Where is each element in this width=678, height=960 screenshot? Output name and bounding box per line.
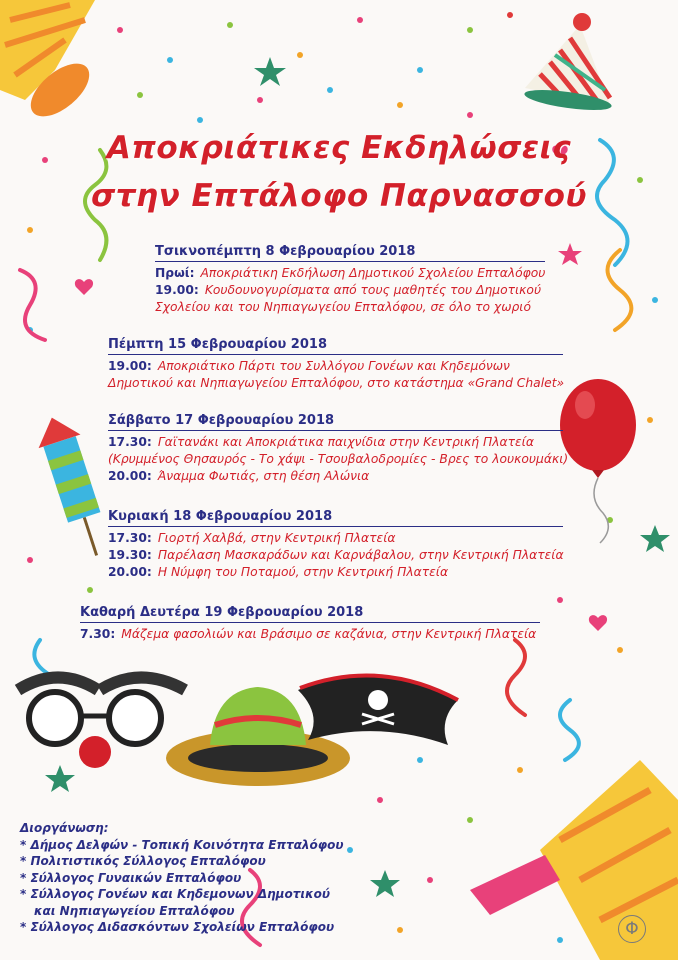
organizers-heading: Διοργάνωση: [20, 821, 109, 835]
event-time: 20.00: [108, 469, 152, 483]
event-line [108, 434, 563, 451]
organizer-item: * Δήμος Δελφών - Τοπική Κοινότητα Επταλόφου [20, 837, 344, 852]
event-time: 17.30: [108, 531, 152, 545]
event-date: Καθαρή Δευτέρα 19 Φεβρουαρίου 2018 [80, 605, 364, 620]
event-line [108, 547, 563, 564]
event-date: Κυριακή 18 Φεβρουαρίου 2018 [108, 509, 333, 524]
event-line [108, 468, 563, 485]
event-time: 20.00: [108, 565, 152, 579]
event-text: Γαϊτανάκι και Αποκριάτικα παιχνίδια στην Κεντρική Πλατεία [157, 435, 534, 449]
logo: Φ [618, 915, 646, 943]
firework-rocket [31, 411, 118, 562]
event-line [108, 530, 563, 547]
event-text: (Κρυμμένος Θησαυρός - Το χάψι - Τσουβαλοδρομίες - Βρες το λουκουμάκι) [108, 452, 569, 466]
pirate-hat [298, 675, 458, 745]
event-block [155, 243, 545, 316]
event-block [80, 604, 540, 643]
event-line [155, 282, 545, 299]
event-line [155, 265, 545, 282]
event-line [155, 299, 545, 316]
event-time: Πρωί: [155, 266, 195, 280]
date-rule [108, 430, 563, 431]
date-rule [108, 526, 563, 527]
event-line [108, 358, 563, 375]
event-text: Αποκριάτικο Πάρτι του Συλλόγου Γονέων και Κηδεμόνων [157, 359, 510, 373]
date-rule [108, 354, 563, 355]
event-text: Γιορτή Χαλβά, στην Κεντρική Πλατεία [157, 531, 396, 545]
organizers [20, 820, 343, 936]
event-line [108, 564, 563, 581]
event-block [108, 508, 563, 581]
event-text: Άναμμα Φωτιάς, στη θέση Αλώνια [157, 469, 370, 483]
event-block [108, 336, 563, 392]
organizer-item: * Σύλλογος Διδασκόντων Σχολείων Επταλόφου [20, 920, 335, 934]
event-time: 17.30: [108, 435, 152, 449]
organizer-item: και Νηπιαγωγείου Επταλόφου [34, 903, 235, 918]
balloon [560, 379, 636, 543]
event-text: Αποκριάτικη Εκδήλωση Δημοτικού Σχολείου Επταλόφου [200, 266, 546, 280]
event-text: Δημοτικού και Νηπιαγωγείου Επταλόφου, στο κατάστημα «Grand Chalet» [108, 376, 565, 390]
event-date: Σάββατο 17 Φεβρουαρίου 2018 [108, 413, 335, 428]
event-line [80, 626, 540, 643]
event-text: Μάζεμα φασολιών και Βράσιμο σε καζάνια, στην Κεντρική Πλατεία [121, 627, 537, 641]
event-time: 7.30: [80, 627, 116, 641]
date-rule [155, 261, 545, 262]
event-line [108, 451, 569, 468]
title-line-1: Αποκριάτικες Εκδηλώσεις [106, 130, 572, 166]
event-line [108, 375, 563, 392]
event-text: Παρέλαση Μασκαράδων και Καρνάβαλου, στην Κεντρική Πλατεία [157, 548, 564, 562]
event-text: Κουδουνογυρίσματα από τους μαθητές του Δημοτικού [204, 283, 542, 297]
event-date: Τσικνοπέμπτη 8 Φεβρουαρίου 2018 [155, 244, 416, 259]
date-rule [80, 622, 540, 623]
event-time: 19.00: [108, 359, 152, 373]
organizer-item: * Σύλλογος Γονέων και Κηδεμονων Δημοτικού [20, 887, 330, 901]
event-block [108, 412, 569, 485]
party-hat-top-right [523, 13, 612, 114]
party-hat-top-left [0, 0, 98, 126]
organizer-item: * Πολιτιστικός Σύλλογος Επταλόφου [20, 854, 266, 868]
event-date: Πέμπτη 15 Φεβρουαρίου 2018 [108, 337, 327, 352]
event-time: 19.30: [108, 548, 152, 562]
title-line-2: στην Επτάλοφο Παρνασσού [91, 178, 587, 214]
organizer-item: * Σύλλογος Γυναικών Επταλόφου [20, 870, 242, 885]
glasses-with-nose [18, 678, 185, 769]
party-horn [470, 760, 678, 960]
event-text: Η Νύμφη του Ποταμού, στην Κεντρική Πλατεία [157, 565, 449, 579]
event-text: Σχολείου και του Νηπιαγωγείου Επταλόφου, σε όλο το χωριό [155, 300, 531, 314]
event-time: 19.00: [155, 283, 199, 297]
